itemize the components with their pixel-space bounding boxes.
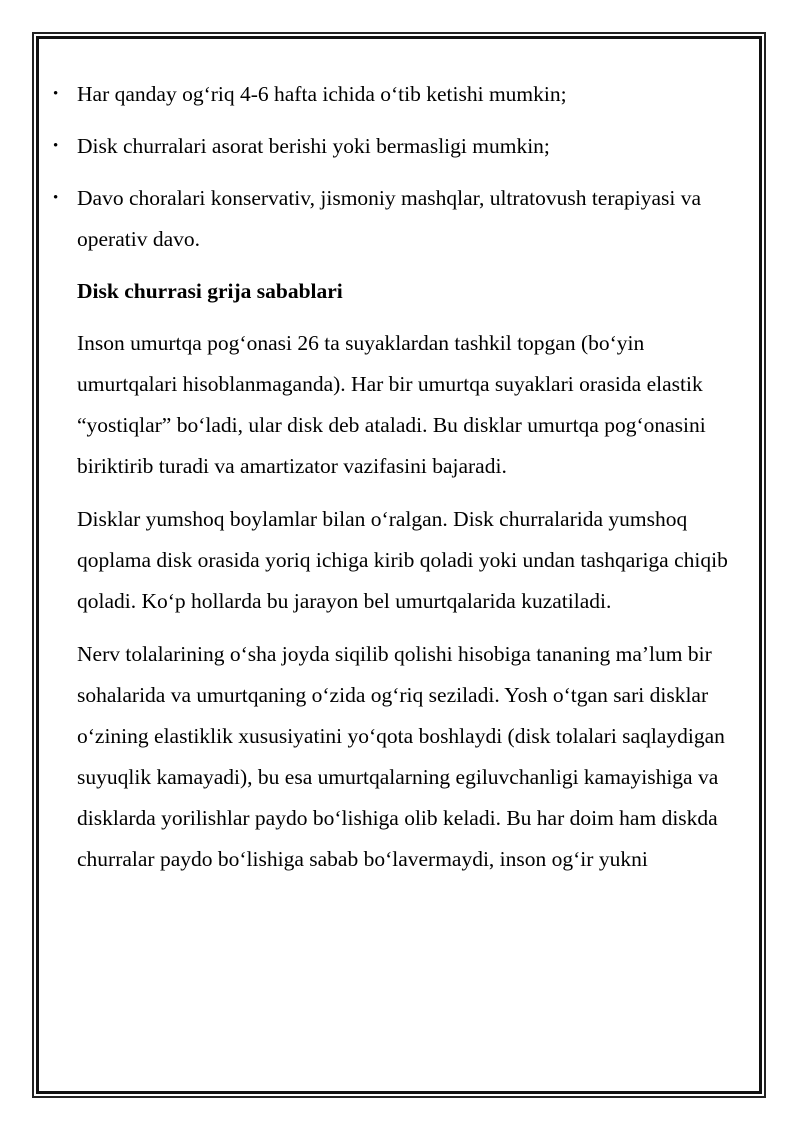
paragraph: Inson umurtqa pog‘onasi 26 ta suyaklardan tashkil topgan (bo‘yin umurtqalari hisoblanmaganda). Har bir umurtqa suyaklari orasida elastik “yostiqlar” bo‘ladi, ular disk deb ataladi. Bu disklar umurtqa pog‘onasini biriktirib turadi va amartizator vazifasini bajaradi.	[77, 331, 706, 478]
bullet-item	[53, 178, 737, 260]
bullet-dot-icon: •	[53, 138, 59, 154]
bullet-text: Davo choralari konservativ, jismoniy mashqlar, ultratovush terapiyasi va operativ davo.	[77, 186, 702, 251]
bullet-list	[53, 74, 737, 260]
bullet-text: Disk churralari asorat berishi yoki bermasligi mumkin;	[77, 134, 550, 158]
paragraph: Disklar yumshoq boylamlar bilan o‘ralgan. Disk churralarida yumshoq qoplama disk orasida yoriq ichiga kirib qoladi yoki undan tashqariga chiqib qoladi. Ko‘p hollarda bu jarayon bel umurtqalarida kuzatiladi.	[77, 507, 728, 613]
paragraph: Nerv tolalarining o‘sha joyda siqilib qolishi hisobiga tananing ma’lum bir sohalarida va umurtqaning o‘zida og‘riq seziladi. Yosh o‘tgan sari disklar o‘zining elastiklik xususiyatini yo‘qota boshlaydi (disk tolalari saqlaydigan suyuqlik kamayadi), bu esa umurtqalarning egiluvchanligi kamayishiga va disklarda yorilishlar paydo bo‘lishiga olib keladi. Bu har doim ham diskda churralar paydo bo‘lishiga sabab bo‘lavermaydi, inson og‘ir yukni	[77, 642, 725, 871]
bullet-item	[53, 126, 737, 167]
section-heading: Disk churrasi grija sabablari	[77, 279, 343, 303]
bullet-text: Har qanday og‘riq 4-6 hafta ichida o‘tib ketishi mumkin;	[77, 82, 567, 106]
bullet-item	[53, 74, 737, 115]
bullet-dot-icon: •	[53, 190, 59, 206]
document-body	[53, 74, 737, 892]
bullet-dot-icon: •	[53, 86, 59, 102]
